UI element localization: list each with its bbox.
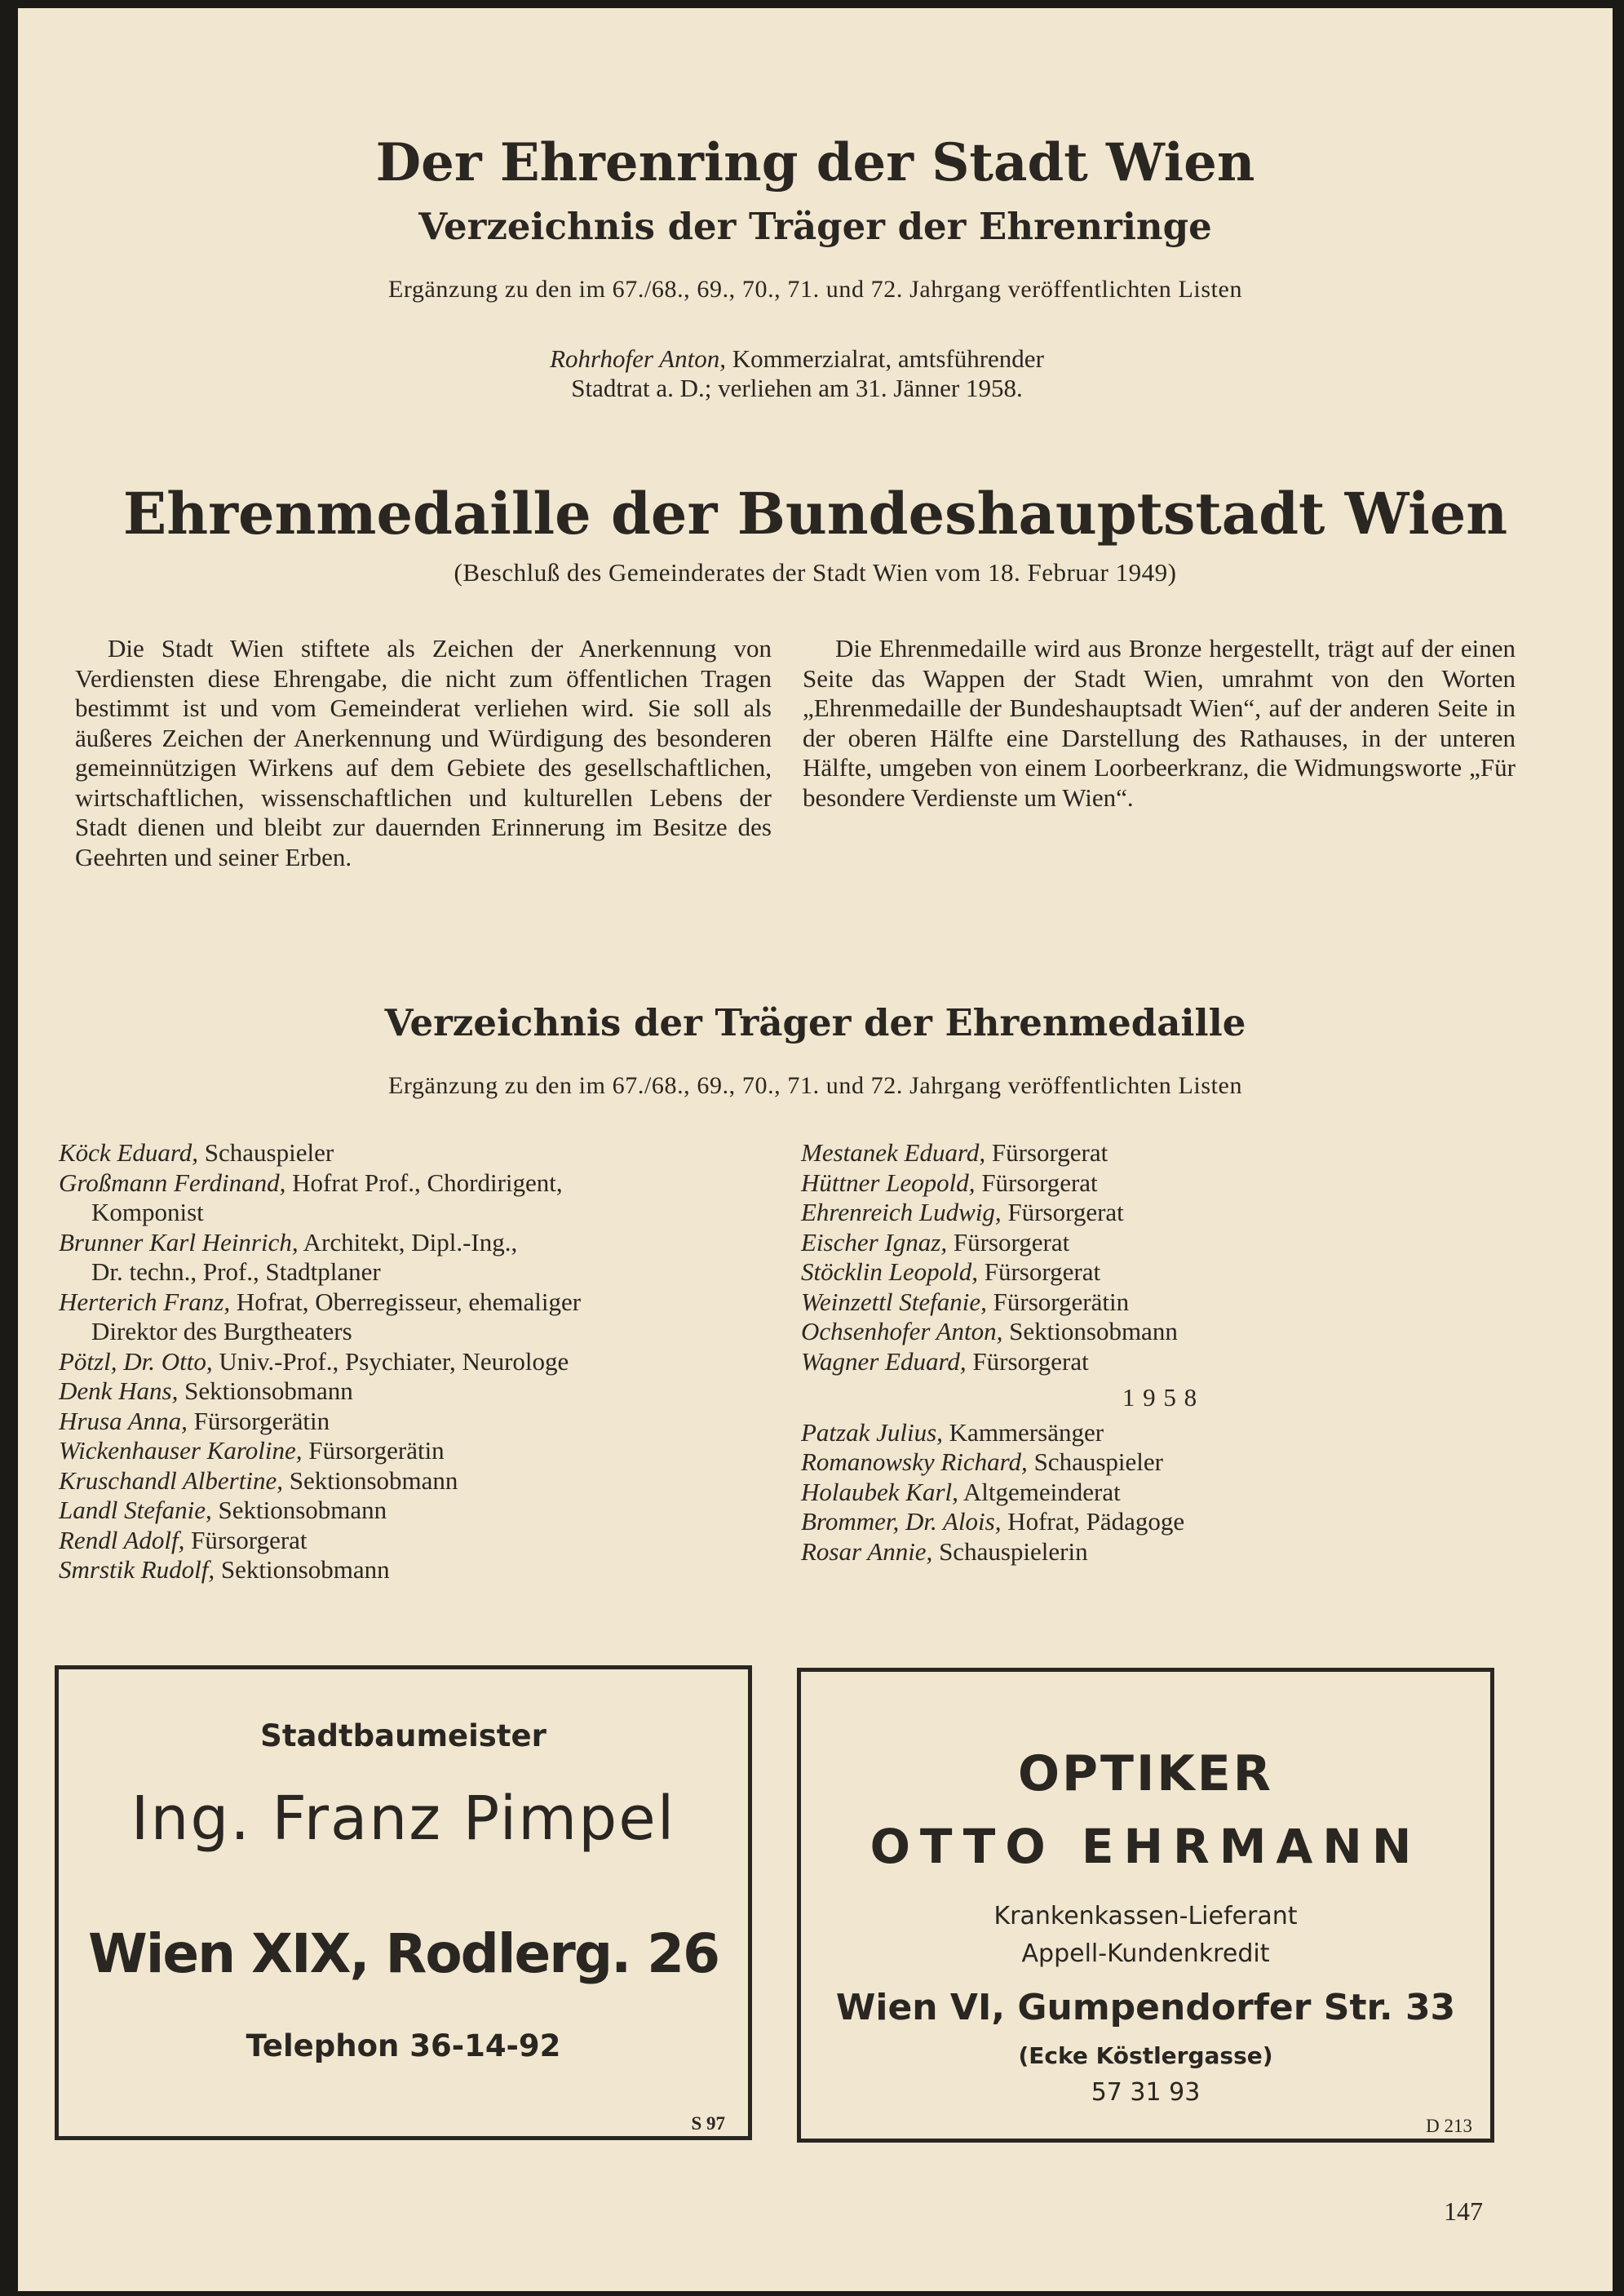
paragraph: Die Stadt Wien stiftete als Zeichen der Anerkennung von Verdiensten diese Ehrengabe, die nicht zum öffentlichen Tragen bestimmt ist und vom Gemeinderat verliehen wird. Sie soll als äußeres Zeichen der Anerkennung und Würdigung des besonderen gemeinnützigen Wirkens auf dem Gebiete des gesellschaftlichen, wirtschaftlichen, wissenschaftlichen und kulturellen Lebens der Stadt dienen und bleibt zur dauernden Erinnerung im Besitze des Geehrten und seiner Erben.: [75, 634, 772, 871]
recipient-name: Hüttner Leopold,: [801, 1168, 976, 1197]
document-page: [18, 8, 1613, 2291]
recipients-list-right: [801, 1138, 1519, 1567]
recipient-name: Rohrhofer Anton,: [550, 344, 726, 373]
recipient-desc: Sektionsobmann: [184, 1376, 353, 1405]
ad-ehrmann-trade: OPTIKER: [1018, 1745, 1273, 1802]
list-item: [59, 1526, 770, 1556]
recipient-desc-cont: Komponist: [91, 1198, 204, 1226]
recipient-desc: Fürsorgerätin: [193, 1406, 330, 1435]
list-item: [801, 1168, 1519, 1199]
list-item: [59, 1407, 770, 1437]
recipient-name: Wagner Eduard,: [801, 1346, 967, 1376]
ehrenring-recipient: [18, 344, 1576, 403]
recipient-desc: Hofrat Prof., Chordirigent,: [292, 1168, 563, 1197]
recipient-name: Romanowsky Richard,: [801, 1447, 1028, 1476]
recipient-name: Patzak Julius,: [801, 1417, 943, 1447]
recipient-name: Großmann Ferdinand,: [59, 1168, 286, 1197]
recipient-desc: Fürsorgerat: [953, 1227, 1070, 1257]
recipient-desc-cont: Dr. techn., Prof., Stadtplaner: [91, 1257, 381, 1286]
recipient-desc: Fürsorgerat: [191, 1525, 308, 1554]
recipients-list-left: [59, 1138, 770, 1585]
recipient-desc: Altgemeinderat: [962, 1477, 1121, 1506]
ehrenring-supplement: Ergänzung zu den im 67./68., 69., 70., 71. und 72. Jahrgang veröffentlichten Listen: [387, 276, 1243, 303]
list-item: [59, 1555, 770, 1585]
ad-ehrmann-address: Wien VI, Gumpendorfer Str. 33: [835, 1987, 1456, 2028]
recipient-desc: Fürsorgerat: [981, 1168, 1098, 1197]
recipient-desc: Schauspieler: [1033, 1447, 1163, 1476]
ad-pimpel-code: S 97: [691, 2113, 725, 2134]
list-item: [59, 1228, 770, 1288]
recipient-name: Kruschandl Albertine,: [59, 1465, 283, 1495]
recipient-date: Stadtrat a. D.; verliehen am 31. Jänner 1958.: [571, 374, 1023, 402]
recipient-name: Herterich Franz,: [59, 1287, 231, 1316]
recipient-desc: Kommerzialrat, amtsführender: [732, 344, 1044, 373]
list-item: [59, 1347, 770, 1377]
recipient-desc: Sektionsobmann: [218, 1496, 387, 1524]
traeger-title: Verzeichnis der Träger der Ehrenmedaille: [384, 1001, 1246, 1044]
recipient-desc: Sektionsobmann: [289, 1465, 458, 1495]
ad-pimpel-profession: Stadtbaumeister: [260, 1718, 546, 1753]
recipient-name: Rosar Annie,: [801, 1536, 933, 1566]
recipient-name: Köck Eduard,: [59, 1138, 199, 1167]
list-item: [801, 1257, 1519, 1288]
list-item: [801, 1228, 1519, 1258]
recipient-desc: Fürsorgerat: [1007, 1198, 1124, 1226]
medaille-decree: (Beschluß des Gemeinderates der Stadt Wien vom 18. Februar 1949): [454, 558, 1177, 587]
recipient-name: Brunner Karl Heinrich,: [59, 1227, 299, 1257]
recipient-name: Ehrenreich Ludwig,: [801, 1198, 1002, 1226]
ad-ehrmann-credit: Appell-Kundenkredit: [1021, 1939, 1270, 1968]
recipient-desc: Kammersänger: [949, 1417, 1104, 1447]
year-heading: 1 9 5 8: [1122, 1383, 1198, 1412]
recipient-name: Wickenhauser Karoline,: [59, 1436, 303, 1465]
ehrenring-subtitle: Verzeichnis der Träger der Ehrenringe: [418, 205, 1212, 248]
recipient-name: Pötzl, Dr. Otto,: [59, 1346, 213, 1376]
recipient-desc: Architekt, Dipl.-Ing.,: [303, 1227, 518, 1257]
list-item: [801, 1507, 1519, 1537]
recipient-desc: Schauspielerin: [939, 1536, 1088, 1566]
list-item: [59, 1288, 770, 1347]
recipient-desc: Fürsorgerat: [972, 1346, 1089, 1376]
ad-ehrmann-supplier: Krankenkassen-Lieferant: [993, 1902, 1298, 1930]
list-item: [801, 1317, 1519, 1347]
list-item: [59, 1466, 770, 1496]
list-item: [801, 1198, 1519, 1228]
recipient-desc: Sektionsobmann: [1009, 1317, 1178, 1345]
ad-ehrmann-corner: (Ecke Köstlergasse): [1018, 2042, 1273, 2069]
list-item: [801, 1288, 1519, 1318]
recipient-name: Smrstik Rudolf,: [59, 1555, 215, 1584]
page-number: 147: [1444, 2196, 1483, 2226]
recipient-name: Weinzettl Stefanie,: [801, 1287, 987, 1316]
list-item: [801, 1418, 1519, 1448]
recipient-name: Mestanek Eduard,: [801, 1138, 986, 1167]
recipient-desc: Schauspieler: [204, 1138, 334, 1167]
ad-pimpel-name: Ing. Franz Pimpel: [131, 1784, 676, 1854]
medaille-title: Ehrenmedaille der Bundeshauptstadt Wien: [122, 480, 1508, 547]
ad-pimpel-phone: Telephon 36-14-92: [246, 2028, 561, 2063]
recipient-desc: Univ.-Prof., Psychiater, Neurologe: [219, 1346, 569, 1376]
list-item: [801, 1138, 1519, 1168]
recipient-name: Stöcklin Leopold,: [801, 1257, 978, 1286]
list-item: [801, 1537, 1519, 1567]
recipient-name: Rendl Adolf,: [59, 1525, 185, 1554]
ad-pimpel: [55, 1665, 752, 2140]
ad-ehrmann: [797, 1668, 1494, 2143]
list-item: [59, 1496, 770, 1526]
ad-ehrmann-name: OTTO EHRMANN: [870, 1819, 1422, 1874]
ehrenring-title: Der Ehrenring der Stadt Wien: [375, 132, 1255, 193]
medaille-text-left: [75, 634, 772, 872]
recipient-desc: Fürsorgerat: [991, 1138, 1108, 1167]
list-item: [801, 1478, 1519, 1508]
recipient-name: Denk Hans,: [59, 1376, 179, 1405]
list-item: [59, 1168, 770, 1228]
list-item: [59, 1436, 770, 1466]
recipient-name: Ochsenhofer Anton,: [801, 1317, 1003, 1345]
recipient-desc: Hofrat, Oberregisseur, ehemaliger: [236, 1287, 582, 1316]
ad-pimpel-address: Wien XIX, Rodlerg. 26: [87, 1922, 719, 1985]
recipient-name: Eischer Ignaz,: [801, 1227, 948, 1257]
recipient-desc-cont: Direktor des Burgtheaters: [91, 1317, 352, 1345]
recipient-name: Holaubek Karl,: [801, 1477, 958, 1506]
recipient-desc: Sektionsobmann: [220, 1555, 390, 1584]
recipient-desc: Fürsorgerat: [984, 1257, 1101, 1286]
ad-ehrmann-phone: 57 31 93: [1091, 2078, 1201, 2107]
list-item: [59, 1138, 770, 1168]
list-item: [59, 1376, 770, 1407]
recipient-desc: Fürsorgerätin: [993, 1287, 1130, 1316]
paragraph: Die Ehrenmedaille wird aus Bronze hergestellt, trägt auf der einen Seite das Wappen der Stadt Wien, umrahmt von den Worten „Ehrenmedaille der Bundeshauptsadt Wien“, auf der anderen Seite in der oberen Hälfte eine Darstellung des Rathauses, in der unteren Hälfte, umgeben von einem Loorbeerkranz, die Widmungsworte „Für besondere Verdienste um Wien“.: [803, 634, 1516, 812]
recipient-name: Brommer, Dr. Alois,: [801, 1507, 1002, 1536]
recipient-name: Hrusa Anna,: [59, 1406, 188, 1435]
medaille-text-right: [803, 634, 1516, 813]
list-item: [801, 1447, 1519, 1478]
recipient-desc: Fürsorgerätin: [308, 1436, 445, 1465]
list-item: [801, 1347, 1519, 1377]
recipient-desc: Hofrat, Pädagoge: [1007, 1507, 1185, 1536]
recipient-name: Landl Stefanie,: [59, 1496, 212, 1524]
traeger-supplement: Ergänzung zu den im 67./68., 69., 70., 71. und 72. Jahrgang veröffentlichten Listen: [387, 1072, 1243, 1099]
ad-ehrmann-code: D 213: [1426, 2116, 1472, 2136]
